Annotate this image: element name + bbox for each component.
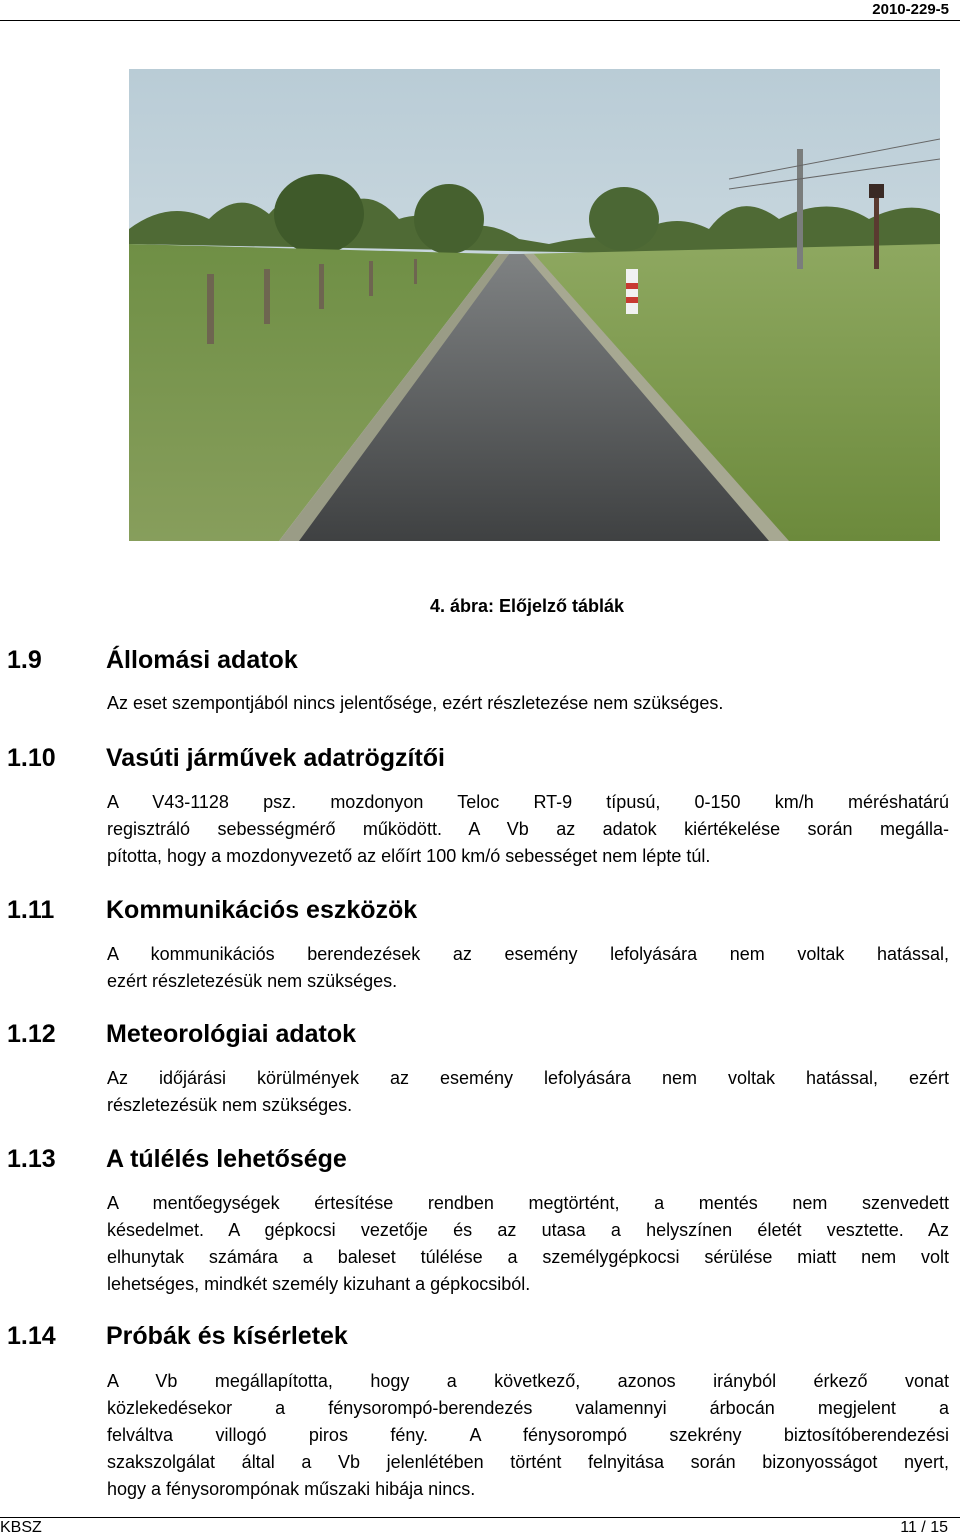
body-line: A mentőegységek értesítése rendben megtörtént, a mentés nem szenvedett <box>107 1193 949 1213</box>
section-number: 1.9 <box>7 646 42 674</box>
section-body-1-14 <box>107 1368 949 1503</box>
document-reference: 2010-229-5 <box>872 1 949 18</box>
section-body-1-12 <box>107 1065 949 1119</box>
body-line: A kommunikációs berendezések az esemény lefolyására nem voltak hatással, <box>107 944 949 964</box>
footer-divider <box>0 1517 960 1518</box>
body-line: elhunytak számára a baleset túlélése a személygépkocsi sérülése miatt nem volt <box>107 1247 949 1267</box>
section-title: Kommunikációs eszközök <box>106 896 418 924</box>
header-divider <box>0 20 960 21</box>
section-body-1-10 <box>107 789 949 870</box>
figure-caption: 4. ábra: Előjelző táblák <box>430 596 625 616</box>
section-number: 1.12 <box>7 1020 56 1048</box>
section-number: 1.11 <box>7 896 55 924</box>
body-line: pította, hogy a mozdonyvezető az előírt 100 km/ó sebességet nem lépte túl. <box>107 846 711 866</box>
body-line: A Vb megállapította, hogy a következő, azonos irányból érkező vonat <box>107 1371 949 1391</box>
body-line: felváltva villogó piros fény. A fénysorompó szekrény biztosítóberendezési <box>107 1425 949 1445</box>
section-title: Állomási adatok <box>106 646 298 674</box>
body-line: közlekedésekor a fénysorompó-berendezés valamennyi árbocán megjelent a <box>107 1398 949 1418</box>
page-number: 11 / 15 <box>900 1519 948 1536</box>
section-number: 1.10 <box>7 744 56 772</box>
body-line: szakszolgálat által a Vb jelenlétében történt felnyitása során bizonyosságot nyert, <box>107 1452 949 1472</box>
body-line: hogy a fénysorompónak műszaki hibája nincs. <box>107 1479 476 1499</box>
body-line: Az eset szempontjából nincs jelentősége, ezért részletezése nem szükséges. <box>107 693 724 713</box>
section-title: Meteorológiai adatok <box>106 1020 357 1048</box>
road-photo <box>129 69 940 541</box>
section-number: 1.14 <box>7 1322 56 1350</box>
section-title: A túlélés lehetősége <box>106 1145 347 1173</box>
body-line: A V43-1128 psz. mozdonyon Teloc RT-9 típusú, 0-150 km/h méréshatárú <box>107 792 949 812</box>
section-title: Próbák és kísérletek <box>106 1322 348 1350</box>
body-line: késedelmet. A gépkocsi vezetője és az utasa a helyszínen életét vesztette. Az <box>107 1220 949 1240</box>
section-title: Vasúti járművek adatrögzítői <box>106 744 445 772</box>
body-line: Az időjárási körülmények az esemény lefolyására nem voltak hatással, ezért <box>107 1068 949 1088</box>
section-body-1-13 <box>107 1190 949 1298</box>
body-line: ezért részletezésük nem szükséges. <box>107 971 398 991</box>
body-line: részletezésük nem szükséges. <box>107 1095 353 1115</box>
section-number: 1.13 <box>7 1145 56 1173</box>
footer-organization: KBSZ <box>0 1519 42 1536</box>
body-line: regisztráló sebességmérő működött. A Vb az adatok kiértékelése során megálla- <box>107 819 949 839</box>
section-body-1-11 <box>107 941 949 995</box>
body-line: lehetséges, mindkét személy kizuhant a gépkocsiból. <box>107 1274 531 1294</box>
section-body-1-9 <box>107 690 949 717</box>
